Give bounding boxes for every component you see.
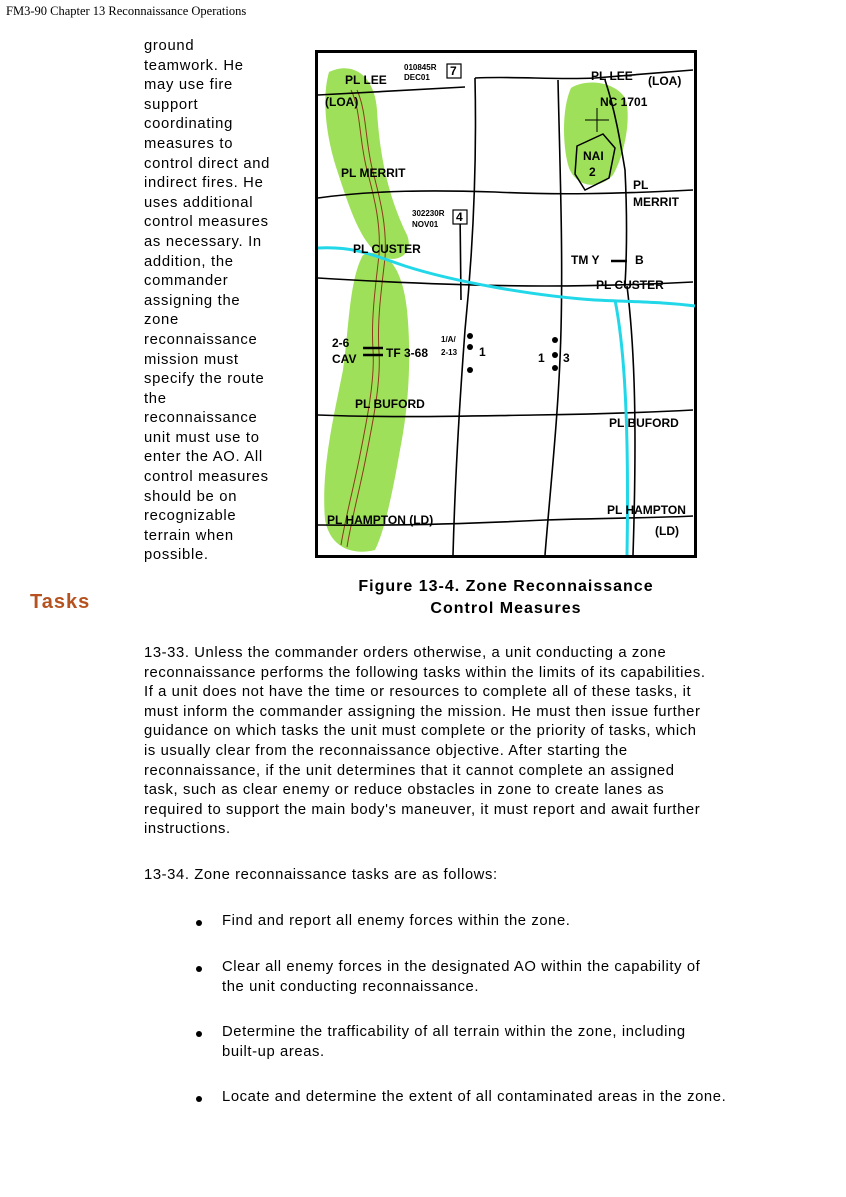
bullet-dot-icon [196,1031,202,1037]
bullet-dot-icon [196,966,202,972]
side-text-line: assigning the [144,292,241,309]
paragraph-line: If a unit does not have the time or resources to complete all of these tasks, it [144,684,692,701]
paragraph-line: instructions. [144,821,231,838]
paragraph-line: is usually clear from the reconnaissance objective. After starting the [144,742,628,759]
side-text-line: recognizable [144,508,237,525]
map-label: 4 [456,210,463,224]
side-text-line: coordinating [144,116,234,133]
caption-line: Figure 13-4. Zone Reconnaissance [358,578,654,595]
paragraph-line: reconnaissance performs the following tasks within the limits of its capabilities. [144,664,706,681]
side-text-line: support [144,96,199,113]
map-label: 010845R [404,63,437,72]
map-label: 3 [563,351,570,365]
list-item-text: the unit conducting reconnaissance. [222,978,480,995]
list-item-text: Determine the trafficability of all terrain within the zone, including [222,1024,686,1040]
side-text-line: reconnaissance [144,331,258,348]
side-text [144,37,294,566]
map-label: 2 [589,165,596,179]
page-header: FM3-90 Chapter 13 Reconnaissance Operations [6,4,247,18]
map-label: NOV01 [412,220,439,229]
map-label: 1 [479,345,486,359]
caption-line: Control Measures [430,600,582,617]
list-item-text: Find and report all enemy forces within the zone. [222,913,571,929]
paragraph-13-33 [144,644,706,840]
side-text-line: control direct and [144,155,271,172]
side-text-line: zone [144,312,179,329]
map-label: PL CUSTER [353,242,421,256]
map-label: DEC01 [404,73,430,82]
list-item-text: built-up areas. [222,1043,325,1060]
map-label: PL HAMPTON (LD) [327,513,434,527]
map-label: NAI [583,149,604,163]
map-label: CAV [332,352,357,366]
list-item-text: Clear all enemy forces in the designated AO within the capability of [222,959,701,975]
side-text-line: control measures [144,214,269,231]
bullet-dot-icon [196,1096,202,1102]
side-text-line: should be on [144,488,238,505]
side-text-line: commander [144,273,229,290]
side-text-line: mission must [144,351,239,368]
figure-caption [316,576,696,620]
map-label: PL LEE [345,73,387,87]
paragraph-line: required to support the main body's maneuver, it must report and await further [144,801,701,818]
paragraph-line: reconnaissance, if the unit determines that it cannot complete an assigned [144,762,675,779]
side-text-line: enter the AO. All [144,449,263,466]
side-text-line: addition, the [144,253,234,270]
side-text-line: specify the route [144,371,265,388]
paragraph-line: 13-34. Zone reconnaissance tasks are as follows: [144,867,498,883]
paragraph-line: 13-33. Unless the commander orders otherwise, a unit conducting a zone [144,645,667,661]
map-label: PL MERRIT [341,166,406,180]
side-text-line: may use fire [144,77,233,94]
map-label: (LD) [655,524,679,538]
map-label: 302230R [412,209,445,218]
paragraph-line: must inform the commander assigning the mission. He must then issue further [144,703,701,720]
map-label: B [635,253,644,267]
bullet-dot-icon [196,920,202,926]
list-item-text: Locate and determine the extent of all contaminated areas in the zone. [222,1089,727,1105]
map-label: 2-13 [441,348,458,357]
map-label: PL CUSTER [596,278,664,292]
side-text-line: possible. [144,547,209,564]
section-heading: Tasks [30,591,91,613]
map-label: TF 3-68 [386,346,429,360]
side-text-line: the [144,390,167,407]
side-text-line: ground [144,38,195,54]
map-label: PL BUFORD [609,416,679,430]
side-text-line: terrain when [144,527,234,544]
paragraph-line: task, such as clear enemy or reduce obstacles in zone to create lanes as [144,782,665,799]
side-text-line: measures to [144,135,234,152]
map-label: 2-6 [332,336,350,350]
side-text-line: teamwork. He [144,57,244,74]
map-label: TM Y [571,253,600,267]
map-label: (LOA) [648,74,682,88]
paragraph-line: guidance on which tasks the unit must complete or the priority of tasks, which [144,723,697,740]
map-label: PL [633,178,649,192]
side-text-line: indirect fires. He [144,175,264,192]
map-label: (LOA) [325,95,359,109]
paragraph-13-34 [144,866,498,886]
map-label: 1 [538,351,545,365]
map-label: 7 [450,64,457,78]
side-text-line: reconnaissance [144,410,258,427]
map-label: PL HAMPTON [607,503,686,517]
side-text-line: control measures [144,469,269,486]
map-label: NC 1701 [600,95,648,109]
side-text-line: unit must use to [144,429,260,446]
map-label: PL LEE [591,69,633,83]
map-label: MERRIT [633,195,679,209]
map-label: PL BUFORD [355,397,425,411]
side-text-line: uses additional [144,194,254,211]
zone-recon-map [315,50,697,558]
map-label: 1/A/ [441,335,456,344]
side-text-line: as necessary. In [144,233,262,250]
